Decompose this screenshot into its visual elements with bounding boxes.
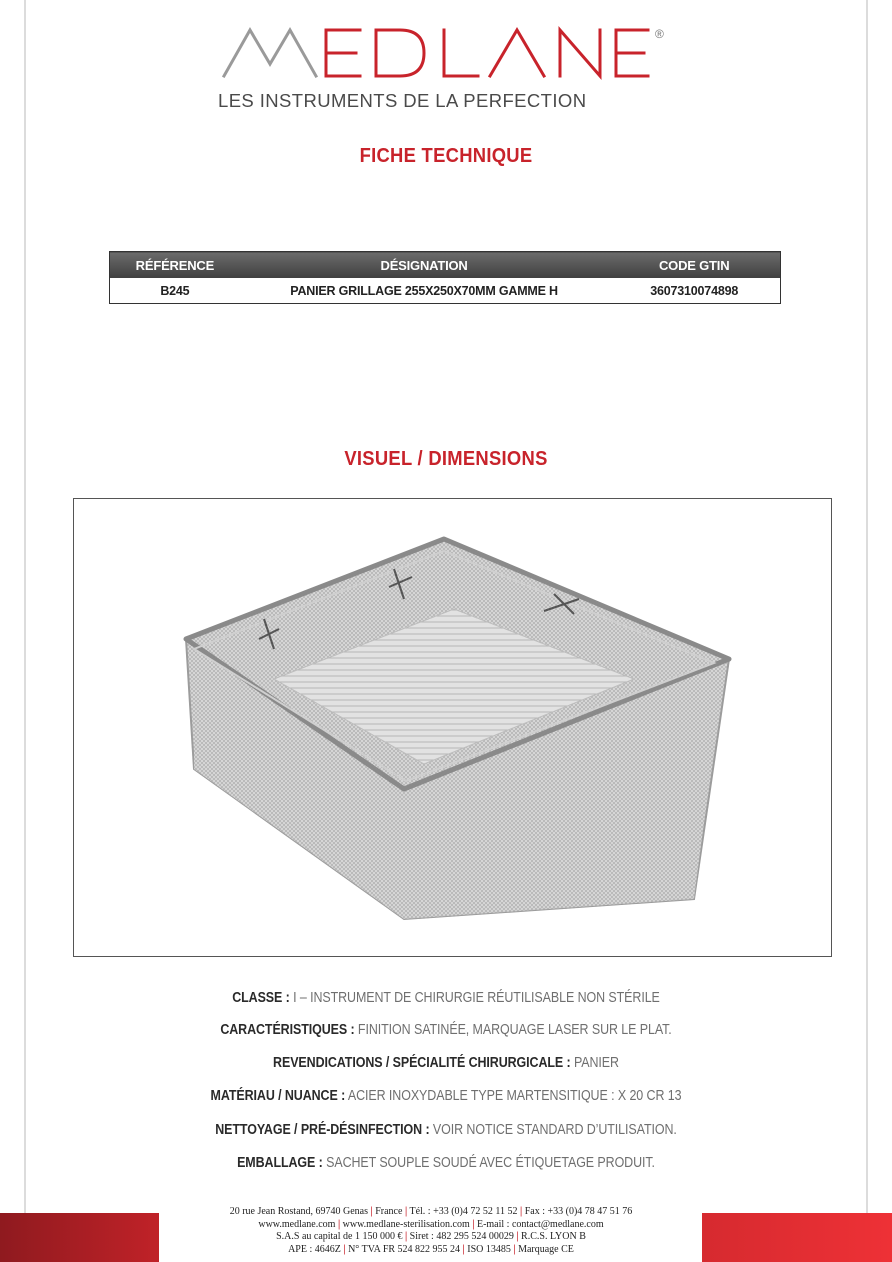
footer-fax: Fax : +33 (0)4 78 47 51 76 <box>524 1206 633 1217</box>
footer-tva: N° TVA FR 524 822 955 24 <box>348 1243 461 1255</box>
spec-revendications <box>62 1055 829 1071</box>
brand-tagline: LES INSTRUMENTS DE LA PERFECTION <box>218 90 587 111</box>
spec-caracteristiques <box>62 1022 829 1038</box>
footer-iso: ISO 13485 <box>467 1243 511 1255</box>
spec-nettoyage <box>62 1122 829 1138</box>
left-margin-line <box>24 0 26 1262</box>
footer-capital: S.A.S au capital de 1 150 000 € <box>276 1231 403 1243</box>
footer-rcs: R.C.S. LYON B <box>521 1231 586 1243</box>
cell-designation: PANIER GRILLAGE 255X250X70MM GAMME H <box>290 283 558 298</box>
cell-gtin: 3607310074898 <box>650 283 739 298</box>
footer-bar-right <box>702 1213 892 1262</box>
footer-address: 20 rue Jean Rostand, 69740 Genas <box>229 1206 369 1217</box>
spec-emballage-value: SACHET SOUPLE SOUDÉ AVEC ÉTIQUETAGE PRODUIT. <box>322 1155 655 1171</box>
wire-basket-illustration <box>74 499 831 956</box>
spec-revendications-key: REVENDICATIONS / SPÉCIALITÉ CHIRURGICALE : <box>273 1055 571 1071</box>
table-row <box>110 278 781 304</box>
spec-materiau-key: MATÉRIAU / NUANCE : <box>210 1088 346 1104</box>
spec-materiau-value: ACIER INOXYDABLE TYPE MARTENSITIQUE : X 20 CR 13 <box>345 1088 682 1104</box>
spec-emballage <box>62 1155 829 1171</box>
header-designation: DÉSIGNATION <box>240 252 609 279</box>
footer-website-link[interactable]: www.medlane.com <box>258 1218 336 1230</box>
spec-caracteristiques-value: FINITION SATINÉE, MARQUAGE LASER SUR LE PLAT. <box>354 1022 672 1038</box>
footer-ape: APE : 4646Z <box>288 1243 341 1255</box>
footer-line-legal: APE : 4646Z | N° TVA FR 524 822 955 24 | ISO 13485 | Marquage CE <box>288 1243 574 1255</box>
reference-table <box>109 251 781 304</box>
footer-ce-marking: Marquage CE <box>518 1243 574 1255</box>
spec-classe <box>62 990 829 1006</box>
product-image-frame <box>73 498 832 957</box>
header-gtin: CODE GTIN <box>608 252 780 279</box>
footer-line-web: www.medlane.com | www.medlane-sterilisation.com | E-mail : contact@medlane.com <box>258 1218 604 1230</box>
footer-sterilisation-link[interactable]: www.medlane-sterilisation.com <box>342 1218 470 1230</box>
footer-phone: Tél. : +33 (0)4 72 52 11 52 <box>409 1206 518 1217</box>
footer-country: France <box>375 1206 403 1217</box>
footer-email-link[interactable]: E-mail : contact@medlane.com <box>476 1218 604 1230</box>
footer-contact <box>170 1206 692 1256</box>
spec-classe-value: I – INSTRUMENT DE CHIRURGIE RÉUTILISABLE NON STÉRILE <box>289 990 660 1006</box>
right-margin-line <box>866 0 868 1262</box>
registered-mark: ® <box>655 27 664 41</box>
page-title: FICHE TECHNIQUE <box>359 145 533 167</box>
spec-emballage-key: EMBALLAGE : <box>237 1155 323 1171</box>
spec-nettoyage-value: VOIR NOTICE STANDARD D’UTILISATION. <box>429 1122 677 1138</box>
spec-classe-key: CLASSE : <box>232 990 290 1006</box>
spec-revendications-value: PANIER <box>570 1055 619 1071</box>
spec-nettoyage-key: NETTOYAGE / PRÉ-DÉSINFECTION : <box>215 1122 430 1138</box>
footer-bar-left <box>0 1213 159 1262</box>
cell-reference: B245 <box>160 283 190 298</box>
header-reference: RÉFÉRENCE <box>110 252 240 279</box>
spec-materiau <box>62 1088 829 1104</box>
footer-siret: Siret : 482 295 524 00029 <box>409 1231 514 1243</box>
visual-heading: VISUEL / DIMENSIONS <box>344 448 548 470</box>
spec-caracteristiques-key: CARACTÉRISTIQUES : <box>220 1022 355 1038</box>
footer-line-address: 20 rue Jean Rostand, 69740 Genas | France | Tél. : +33 (0)4 72 52 11 52 | Fax : +33 (0)4 78 47 51 76 <box>229 1206 633 1217</box>
table-header-row <box>110 252 781 279</box>
footer-line-company: S.A.S au capital de 1 150 000 € | Siret : 482 295 524 00029 | R.C.S. LYON B <box>276 1231 586 1243</box>
